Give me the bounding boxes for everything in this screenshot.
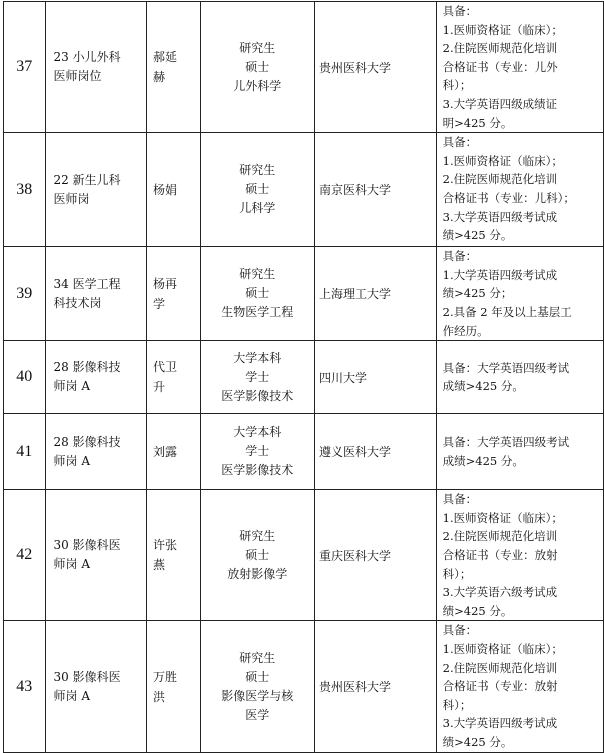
requirements-cell [436,2,603,133]
candidate-name-cell [146,621,200,753]
candidate-name-cell [146,247,200,341]
row-number: 39 [4,247,46,341]
position-cell [45,2,146,133]
candidate-name-line: 郝延 [152,50,177,65]
requirement-line: 2.住院医师规范化培训 [442,172,558,187]
education-cell [200,414,314,490]
position-line: 师岗 A [53,379,90,394]
position-line: 30 影像科医 [53,669,121,684]
candidate-name-line: 许张 [152,538,177,553]
position-line: 30 影像科医 [53,538,121,553]
requirement-line: 具备：大学英语四级考试 [442,360,570,375]
requirement-line: 具备： [442,623,478,638]
requirement-line: 具备： [442,249,478,264]
table-row [4,247,604,341]
position-line: 科技术岗 [53,295,102,310]
position-line: 28 影像科技 [53,434,121,449]
school-cell: 南京医科大学 [315,133,437,247]
requirements-cell [436,414,603,490]
requirement-line: 3.大学英语六级考试成 [442,585,558,600]
education-cell [200,490,314,621]
education-line: 研究生 [239,40,276,55]
position-cell [45,247,146,341]
requirement-line: 具备： [442,492,478,507]
requirements-cell [436,133,603,247]
requirement-line: 1.医师资格证（临床）； [442,22,563,37]
row-number: 42 [4,490,46,621]
education-cell [200,133,314,247]
row-number: 40 [4,341,46,414]
education-line: 影像医学与核 [221,688,294,703]
school-cell: 重庆医科大学 [315,490,437,621]
position-cell [45,414,146,490]
position-line: 师岗 A [53,688,90,703]
row-number: 41 [4,414,46,490]
requirement-line: 具备： [442,135,478,150]
position-line: 师岗 A [53,557,90,572]
education-line: 放射影像学 [227,566,288,581]
candidate-name-line: 杨再 [152,276,177,291]
requirement-line: 明>425 分。 [442,115,513,130]
position-line: 师岗 A [53,453,90,468]
table-row [4,621,604,753]
education-line: 研究生 [239,163,276,178]
requirement-line: 2.住院医师规范化培训 [442,660,558,675]
position-line: 23 小儿外科 [53,50,121,65]
table-row [4,2,604,133]
requirements-cell [436,621,603,753]
education-cell [200,2,314,133]
requirement-line: 作经历。 [442,323,489,338]
requirement-line: 合格证书（专业：儿科）； [442,190,575,205]
education-line: 硕士 [245,182,270,197]
candidate-name-line: 燕 [152,558,165,573]
requirement-line: 成绩>425 分。 [442,453,524,468]
school-cell: 上海理工大学 [315,247,437,341]
education-line: 研究生 [239,528,276,543]
education-line: 研究生 [239,650,276,665]
education-line: 硕士 [245,59,270,74]
education-line: 学士 [245,444,270,459]
requirement-line: 科）； [442,566,472,581]
school-cell: 遵义医科大学 [315,414,437,490]
education-line: 儿科学 [239,201,276,216]
school-cell: 四川大学 [315,341,437,414]
position-line: 22 新生儿科 [53,172,121,187]
requirement-line: 绩>425 分。 [442,603,513,618]
education-line: 大学本科 [233,425,282,440]
requirement-line: 绩>425 分。 [442,734,513,749]
requirement-line: 3.大学英语四级成绩证 [442,96,558,111]
candidate-name-cell [146,414,200,490]
school-cell: 贵州医科大学 [315,2,437,133]
candidate-name-line: 洪 [152,689,165,704]
candidate-name-cell [146,133,200,247]
candidate-name-line: 杨娟 [152,182,177,197]
candidate-name-line: 赫 [152,70,165,85]
requirement-line: 2.具备 2 年及以上基层工 [442,304,572,319]
requirement-line: 3.大学英语四级考试成 [442,716,558,731]
education-cell [200,621,314,753]
education-line: 硕士 [245,286,270,301]
requirement-line: 绩>425 分。 [442,228,513,243]
requirement-line: 2.住院医师规范化培训 [442,529,558,544]
education-line: 研究生 [239,267,276,282]
education-line: 学士 [245,369,270,384]
table-row [4,490,604,621]
requirement-line: 绩>425 分； [442,286,513,301]
candidate-name-cell [146,490,200,621]
education-line: 医学 [245,707,270,722]
requirement-line: 1.大学英语四级考试成 [442,267,558,282]
candidate-name-line: 学 [152,296,165,311]
table-row [4,414,604,490]
requirement-line: 合格证书（专业：放射 [442,547,558,562]
position-line: 28 影像科技 [53,360,121,375]
education-cell [200,247,314,341]
candidate-name-line: 刘露 [152,444,177,459]
table-body [4,2,604,753]
requirement-line: 科）； [442,697,472,712]
position-line: 医师岗 [53,191,90,206]
candidate-name-line: 代卫 [152,360,177,375]
education-line: 生物医学工程 [221,305,294,320]
education-line: 硕士 [245,669,270,684]
position-line: 医师岗位 [53,69,102,84]
requirement-line: 合格证书（专业：放射 [442,679,558,694]
table-row [4,341,604,414]
requirement-line: 3.大学英语四级考试成 [442,209,558,224]
candidate-name-cell [146,341,200,414]
education-cell [200,341,314,414]
education-line: 硕士 [245,547,270,562]
requirements-cell [436,247,603,341]
requirement-line: 科）； [442,78,472,93]
requirement-line: 1.医师资格证（临床）； [442,153,563,168]
requirements-cell [436,490,603,621]
row-number: 38 [4,133,46,247]
position-cell [45,490,146,621]
requirement-line: 1.医师资格证（临床）； [442,641,563,656]
position-cell [45,621,146,753]
requirement-line: 成绩>425 分。 [442,379,524,394]
candidate-name-line: 万胜 [152,669,177,684]
requirements-cell [436,341,603,414]
education-line: 大学本科 [233,350,282,365]
education-line: 医学影像技术 [221,388,294,403]
education-line: 儿外科学 [233,78,282,93]
row-number: 37 [4,2,46,133]
school-cell: 贵州医科大学 [315,621,437,753]
requirement-line: 2.住院医师规范化培训 [442,41,558,56]
requirement-line: 具备：大学英语四级考试 [442,435,570,450]
position-cell [45,341,146,414]
position-line: 34 医学工程 [53,276,121,291]
requirement-line: 合格证书（专业：儿外 [442,59,558,74]
hiring-table [3,1,604,753]
education-line: 医学影像技术 [221,463,294,478]
candidate-name-cell [146,2,200,133]
candidate-name-line: 升 [152,380,165,395]
requirement-line: 具备： [442,4,478,18]
table-row [4,133,604,247]
requirement-line: 1.医师资格证（临床）； [442,510,563,525]
row-number: 43 [4,621,46,753]
position-cell [45,133,146,247]
